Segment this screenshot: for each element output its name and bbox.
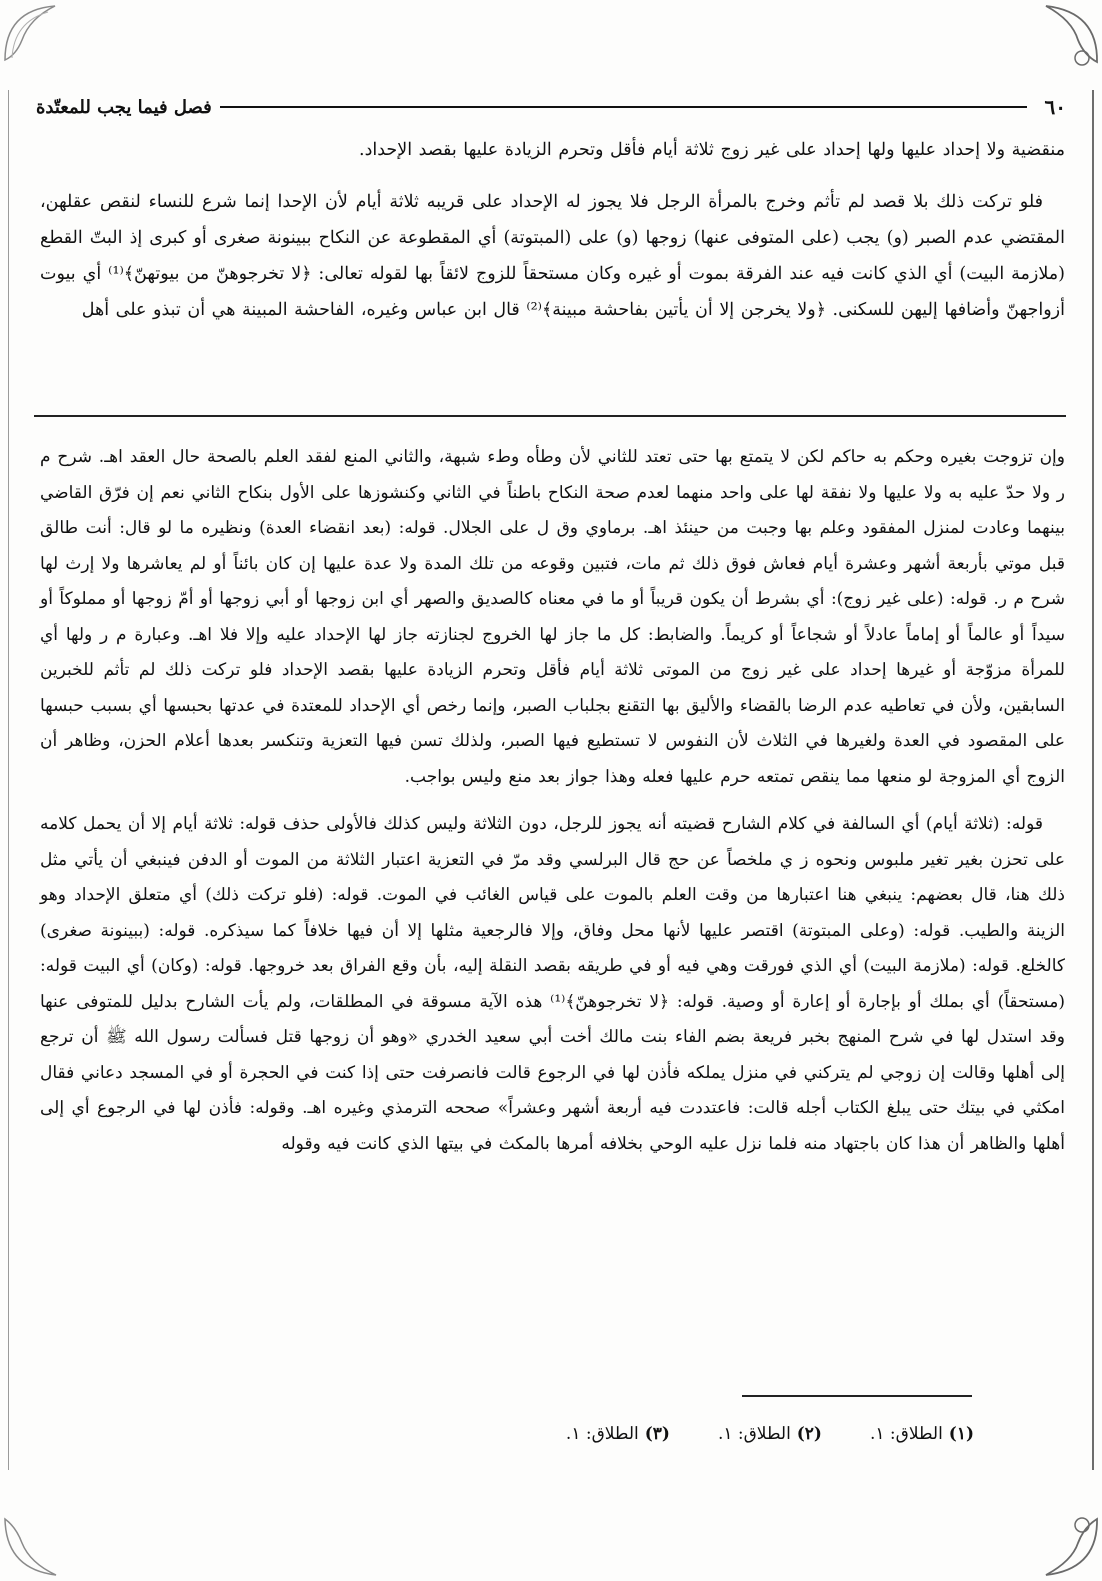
frame-border-left: [8, 90, 9, 1470]
running-header: [36, 92, 1066, 122]
main-paragraph: فلو تركت ذلك بلا قصد لم تأثم وخرج بالمرأة الرجل فلا يجوز له الإحداد على قريبه ثلاثة أيام لأن الإحدا إنما شرع للنساء لنقص عقلهن، المقتضي عدم الصبر (و) يجب (على المتوفى عنها) زوجها (و) على (المبتوتة) أي المقطوعة عن النكاح ببينونة صغرى أو كبرى إذ البتّ القطع (ملازمة البيت) أي الذي كانت فيه عند الفرقة بموت أو غيره وكان مستحقاً للزوج لائقاً بها لقوله تعالى: ﴿لا تخرجوهنّ من بيوتهنّ﴾⁽¹⁾ أي بيوت أزواجهنّ وأضافها إليهن للسكنى. ﴿ولا يخرجن إلا أن يأتين بفاحشة مبينة﴾⁽²⁾ قال ابن عباس وغيره، الفاحشة المبينة هي أن تبذو على أهل: [40, 192, 1065, 320]
footnote-text: الطلاق: ١.: [869, 1424, 943, 1444]
commentary-paragraph: وإن تزوجت بغيره وحكم به حاكم لكن لا يتمتع بها حتى تعتد للثاني لأن وطأه وطء شبهة، والثاني المنع لفقد العلم بالصحة حال العقد اهـ. شرح م ر ولا حدّ عليه به ولا عليها ولا نفقة لها على واحد منهما لعدم صحة النكاح باطناً في الثاني وكنشوزها على الأول بنكاح الثاني نعم إن فرّق القاضي بينهما وعادت لمنزل المفقود وعلم بها وجبت من حينئذ اهـ. برماوي وق ل على الجلال. قوله: (بعد انقضاء العدة) ونظيره ما لو قال: أنت طالق قبل موتي بأربعة أشهر وعشرة أيام فعاش فوق ذلك ثم مات، فتبين وقوعه من تلك المدة ولا عدة عليها إن كان بائناً أو لم يعاشرها ولا إرث لها شرح م ر. قوله: (على غير زوج): أي بشرط أن يكون قريباً أو ما في معناه كالصديق والصهر أي ابن زوجها أو أبي زوجها أو أمّ زوجها أو مملوكاً أو سيداً أو عالماً أو إماماً عادلاً أو شجاعاً أو كريماً. والضابط: كل ما جاز لها الخروج لجنازته جاز لها الإحداد عليه وإلا فلا اهـ. وعبارة م ر ولها أي للمرأة مزوّجة أو غيرها إحداد على غير زوج من الموتى ثلاثة أيام فأقل وتحرم الزيادة عليها بقصد الإحداد فلو تركت ذلك لم تأثم للخبرين السابقين، ولأن في تعاطيه عدم الرضا بالقضاء والأليق بها التقنع بجلباب الصبر، وإنما رخص أي الإحداد للمعتدة في عدتها بحبسها أي بسبب حبسها على المقصود في العدة ولغيرها في الثلاث لأن النفوس لا تستطيع فيها الصبر، ولذلك تسن فيها التعزية وتنكسر بعدها أعلام الحزن، وظاهر أن الزوج أي المزوجة لو منعها مما ينقص تمتعه حرم عليها فعله وهذا جواز بعد منع وليس بواجب.: [40, 447, 1065, 787]
commentary-paragraph: قوله: (ثلاثة أيام) أي السالفة في كلام الشارح قضيته أنه يجوز للرجل، دون الثلاثة وليس كذلك فالأولى حذف قوله: ثلاثة أيام إلا أن يحمل كلامه على تحزن بغير تغير ملبوس ونحوه ز ي ملخصاً عن حج قال البرلسي وقد مرّ في التعزية اعتبار الثلاثة من الموت أو الدفن فينبغي أن يأتي مثل ذلك هنا، قال بعضهم: ينبغي هنا اعتبارها من وقت العلم بالموت على قياس الغائب في الموت. قوله: (فلو تركت ذلك) أي متعلق الإحداد وهو الزينة والطيب. قوله: (وعلى المبتوتة) اقتصر عليها لأنها محل وفاق، وإلا فالرجعية مثلها إلا أن فيها خلافاً كما سيذكره. قوله: (ببينونة صغرى) كالخلع. قوله: (ملازمة البيت) أي الذي فورقت وهي فيه أو في طريقه بقصد النقلة إليه، بأن وقع الفراق بعد خروجها. قوله: (وكان) أي البيت قوله: (مستحقاً) أي بملك أو بإجارة أو إعارة أو وصية. قوله: ﴿لا تخرجوهنّ﴾⁽¹⁾ هذه الآية مسوقة في المطلقات، ولم يأت الشارح بدليل للمتوفى عنها وقد استدل لها في شرح المنهج بخبر فريعة بضم الفاء بنت مالك أخت أبي سعيد الخدري «وهو أن زوجها قتل فسألت رسول الله ﷺ أن ترجع إلى أهلها وقالت إن زوجي لم يتركني في منزل يملكه فأذن لها في الرجوع قالت فانصرفت حتى إذا كنت في الحجرة أو في المسجد دعاني فقال امكثي في بيتك حتى يبلغ الكتاب أجله قالت: فاعتددت فيه أربعة أشهر وعشراً» صححه الترمذي وغيره اهـ. وقوله: فأذن لها في الرجوع أي إلى أهلها والظاهر أن هذا كان باجتهاد منه فلما نزل عليه الوحي بخلافه أمرها بالمكث في بيتها الذي كانت فيه وقوله: [40, 814, 1065, 1154]
corner-ornament-icon: [1032, 1511, 1102, 1581]
page-number: ٦٠: [1044, 95, 1066, 119]
corner-ornament-icon: [1032, 0, 1102, 70]
text-commentary-separator: [34, 415, 1066, 417]
corner-ornament-icon: [0, 1511, 70, 1581]
footnote-text: الطلاق: ١.: [717, 1424, 791, 1444]
section-title: فصل فيما يجب للمعتّدة: [36, 96, 212, 118]
commentary-block: [40, 440, 1065, 1162]
footnote-number: (١): [948, 1424, 974, 1444]
footnote-rule: [742, 1395, 972, 1397]
footnote: [718, 1424, 822, 1444]
footnote: [870, 1424, 974, 1444]
frame-border-right: [1092, 90, 1094, 1470]
footnotes: [566, 1424, 974, 1444]
corner-ornament-icon: [0, 0, 70, 70]
footnote-number: (٣): [644, 1424, 670, 1444]
header-rule: [220, 106, 1027, 108]
footnote-number: (٢): [796, 1424, 822, 1444]
footnote-text: الطلاق: ١.: [565, 1424, 639, 1444]
footnote: [566, 1424, 670, 1444]
main-text-block: [40, 132, 1065, 328]
main-paragraph: منقضية ولا إحداد عليها ولها إحداد على غير زوج ثلاثة أيام فأقل وتحرم الزيادة عليها بقصد الإحداد.: [359, 140, 1065, 160]
